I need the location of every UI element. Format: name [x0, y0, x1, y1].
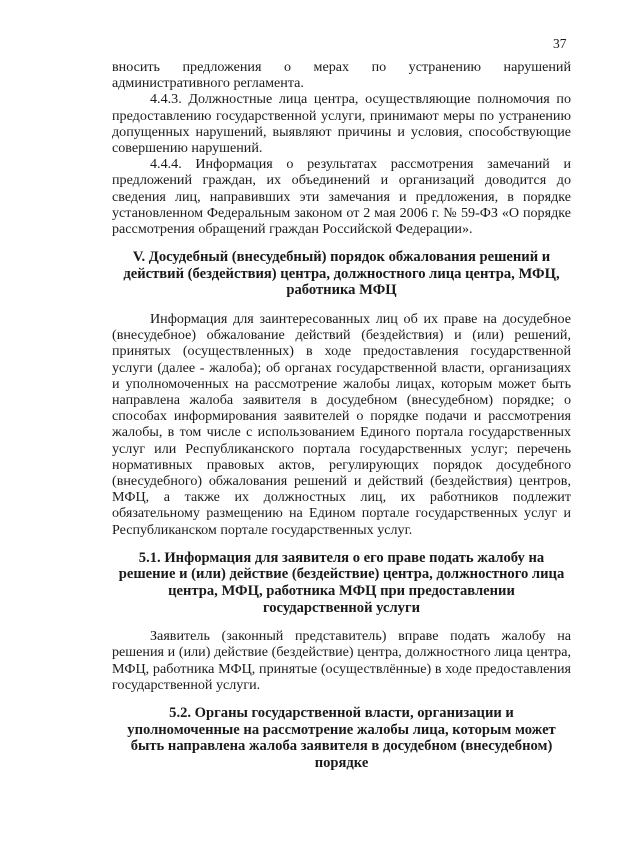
paragraph-applicant-right: Заявитель (законный представитель) вправе подать жалобу на решения и (или) действие (бездействие) центра, должностного лица центра, МФЦ, работника МФЦ, принятые (осуществлённые) в ходе предоставления государственной услуги. — [112, 628, 571, 693]
section-5-1-heading: 5.1. Информация для заявителя о его праве подать жалобу на решение и (или) действие (бездействие) центра, должностного лица центра, МФЦ, работника МФЦ при предоставлении государственной услуги — [118, 549, 565, 616]
paragraph-4-4-4: 4.4.4. Информация о результатах рассмотрения замечаний и предложений граждан, их объединений и организаций доводится до сведения лиц, направивших эти замечания и предложения, в порядке установленном Федеральным законом от 2 мая 2006 г. № 59-ФЗ «О порядке рассмотрения обращений граждан Российской Федерации». — [112, 156, 571, 238]
paragraph-4-4-3: 4.4.3. Должностные лица центра, осуществляющие полномочия по предоставлению государственной услуги, принимают меры по устранению допущенных нарушений, выявляют причины и условия, способствующие совершению нарушений. — [112, 91, 571, 157]
document-body — [112, 59, 571, 771]
page-number: 37 — [553, 36, 567, 51]
paragraph-regulation-end: вносить предложения о мерах по устранению нарушений административного регламента. — [112, 59, 571, 92]
section-5-2-heading: 5.2. Органы государственной власти, организации и уполномоченные на рассмотрение жалобы лица, которым может быть направлена жалоба заявителя в досудебном (внесудебном) порядке — [127, 705, 556, 771]
section-v-heading: V. Досудебный (внесудебный) порядок обжалования решений и действий (бездействия) центра, должностного лица центра, МФЦ, работника МФЦ — [123, 249, 560, 299]
paragraph-appeal-info: Информация для заинтересованных лиц об их праве на досудебное (внесудебное) обжалование действий (бездействия) и (или) решений, принятых (осуществленных) в ходе предоставления государственной услуги (далее - жалоба); об органах государственной власти, организациях и уполномоченных на рассмотрение жалобы лицах, которым может быть направлена жалоба заявителя в досудебном (внесудебном) порядке; о способах информирования заявителей о порядке подачи и рассмотрения жалобы, в том числе с использованием Единого портала государственных услуг или Республиканского портала государственных услуг; перечень нормативных правовых актов, регулирующих порядок досудебного (внесудебного) обжалования решений и действий (бездействия) центров, МФЦ, а также их должностных лиц, их работников подлежит обязательному размещению на Едином портале государственных услуг и Республиканском портале государственных услуг. — [112, 311, 571, 538]
